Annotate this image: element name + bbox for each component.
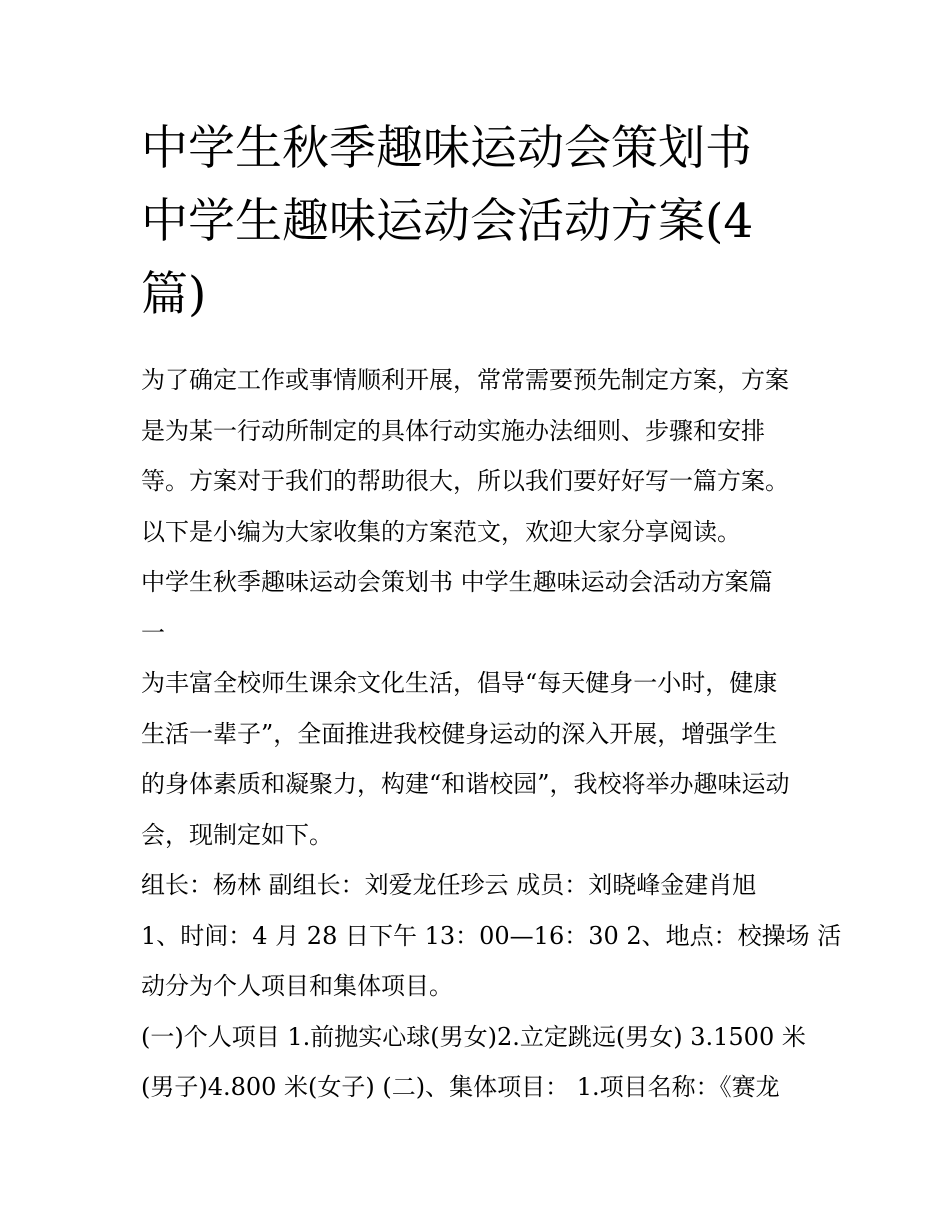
body-line: 动分为个人项目和集体项目。 [141, 972, 453, 1000]
document-title [141, 112, 821, 331]
title-line: 中学生趣味运动会活动方案(4 [141, 194, 754, 249]
body-line: 为了确定工作或事情顺利开展，常常需要预先制定方案，方案 [141, 366, 789, 394]
body-line: 为丰富全校师生课余文化生活，倡导“每天健身一小时，健康 [141, 669, 778, 697]
body-line: (一)个人项目 1.前抛实心球(男女)2.立定跳远(男女) 3.1500 米 [141, 1022, 806, 1051]
section-heading-line: 一 [141, 618, 165, 647]
body-line: 以下是小编为大家收集的方案范文，欢迎大家分享阅读。 [141, 517, 741, 546]
body-line: (男子)4.800 米(女子) (二)、集体项目： 1.项目名称：《赛龙 [141, 1073, 780, 1101]
title-line: 中学生秋季趣味运动会策划书 [141, 121, 752, 176]
body-line: 是为某一行动所制定的具体行动实施办法细则、步骤和安排 [141, 416, 765, 445]
body-line: 的身体素质和凝聚力，构建“和谐校园”，我校将举办趣味运动 [141, 770, 790, 798]
body-line: 会，现制定如下。 [141, 820, 333, 849]
body-line: 组长：杨林 副组长：刘爱龙任珍云 成员：刘晓峰金建肖旭 [141, 871, 757, 899]
section-heading-line: 中学生秋季趣味运动会策划书 中学生趣味运动会活动方案篇 [141, 568, 773, 596]
body-line: 生活一辈子”，全面推进我校健身运动的深入开展，增强学生 [141, 719, 778, 748]
body-line: 等。方案对于我们的帮助很大，所以我们要好好写一篇方案。 [141, 467, 789, 495]
title-line: 篇) [141, 267, 207, 322]
document-body [141, 355, 842, 1113]
body-line: 1、时间：4 月 28 日下午 13：00—16：30 2、地点：校操场 活 [141, 921, 842, 950]
